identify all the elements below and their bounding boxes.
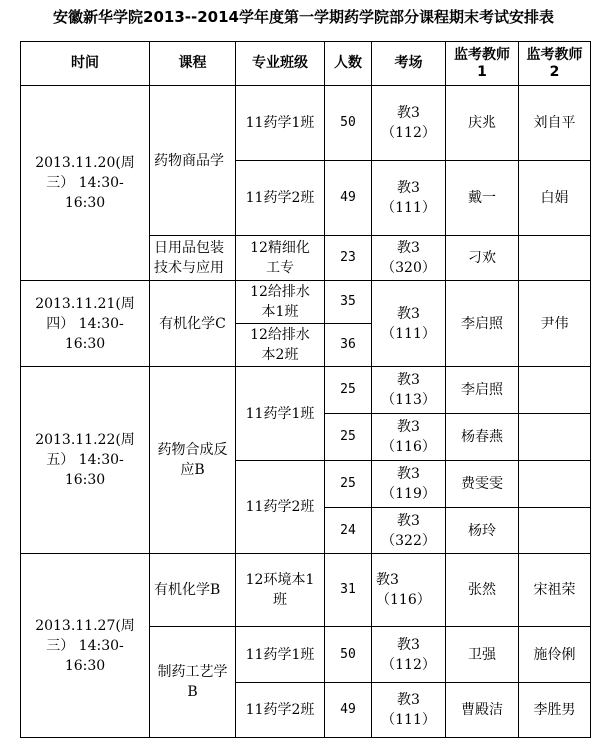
class-name: 11药学2班 [236,161,325,236]
header-course: 课程 [150,42,236,86]
class-name: 12环境本1 班 [236,554,325,627]
invigilator-2: 白娟 [519,161,591,236]
class-name: 12给排水 本1班 [236,281,325,324]
header-room: 考场 [372,42,446,86]
exam-room: 教3 （322） [372,508,446,554]
course-name: 药物商品学 [150,86,236,236]
exam-time: 2013.11.20(周 三） 14:30- 16:30 [21,86,150,281]
course-name: 日用品包装 技术与应用 [150,236,236,281]
exam-schedule-table [20,41,591,738]
invigilator-1: 费雯雯 [446,461,519,508]
exam-room: 教3 （116） [372,414,446,461]
invigilator-2 [519,508,591,554]
header-count: 人数 [325,42,372,86]
invigilator-2: 刘自平 [519,86,591,161]
exam-room: 教3 （111） [372,281,446,367]
table-row [21,86,591,161]
course-name: 有机化学B [150,554,236,627]
invigilator-2 [519,367,591,414]
exam-room: 教3 （112） [372,627,446,683]
student-count: 23 [325,236,372,281]
exam-room: 教3 （116） [372,554,446,627]
invigilator-1: 李启照 [446,281,519,367]
class-name: 11药学1班 [236,86,325,161]
exam-room: 教3 （320） [372,236,446,281]
student-count: 49 [325,161,372,236]
student-count: 49 [325,683,372,738]
table-row [21,281,591,324]
student-count: 25 [325,414,372,461]
invigilator-1: 卫强 [446,627,519,683]
student-count: 24 [325,508,372,554]
header-time: 时间 [21,42,150,86]
invigilator-2: 李胜男 [519,683,591,738]
invigilator-1: 李启照 [446,367,519,414]
class-name: 11药学1班 [236,627,325,683]
course-name: 药物合成反 应B [150,367,236,554]
invigilator-1: 曹殿洁 [446,683,519,738]
table-row [21,367,591,414]
exam-room: 教3 （119） [372,461,446,508]
class-name: 12精细化 工专 [236,236,325,281]
student-count: 35 [325,281,372,324]
student-count: 36 [325,324,372,367]
exam-room: 教3 （112） [372,86,446,161]
class-name: 11药学2班 [236,683,325,738]
page-title: 安徽新华学院2013--2014学年度第一学期药学院部分课程期末考试安排表 [53,8,554,26]
invigilator-1: 刁欢 [446,236,519,281]
invigilator-1: 戴一 [446,161,519,236]
invigilator-1: 杨春燕 [446,414,519,461]
invigilator-2: 尹伟 [519,281,591,367]
invigilator-2: 施伶俐 [519,627,591,683]
student-count: 50 [325,627,372,683]
invigilator-2 [519,461,591,508]
exam-room: 教3 （111） [372,683,446,738]
class-name: 11药学2班 [236,461,325,554]
invigilator-2: 宋祖荣 [519,554,591,627]
exam-room: 教3 （113） [372,367,446,414]
invigilator-2 [519,414,591,461]
exam-time: 2013.11.21(周 四） 14:30- 16:30 [21,281,150,367]
exam-room: 教3 （111） [372,161,446,236]
invigilator-2 [519,236,591,281]
invigilator-1: 庆兆 [446,86,519,161]
course-name: 制药工艺学 B [150,627,236,738]
exam-time: 2013.11.22(周 五） 14:30- 16:30 [21,367,150,554]
header-class: 专业班级 [236,42,325,86]
course-name: 有机化学C [150,281,236,367]
student-count: 25 [325,461,372,508]
student-count: 31 [325,554,372,627]
student-count: 25 [325,367,372,414]
invigilator-1: 张然 [446,554,519,627]
header-row [21,42,591,86]
table-row [21,554,591,627]
header-invigilator-1: 监考教师 1 [446,42,519,86]
exam-time: 2013.11.27(周 三） 14:30- 16:30 [21,554,150,738]
class-name: 11药学1班 [236,367,325,461]
student-count: 50 [325,86,372,161]
class-name: 12给排水 本2班 [236,324,325,367]
header-invigilator-2: 监考教师 2 [519,42,591,86]
invigilator-1: 杨玲 [446,508,519,554]
